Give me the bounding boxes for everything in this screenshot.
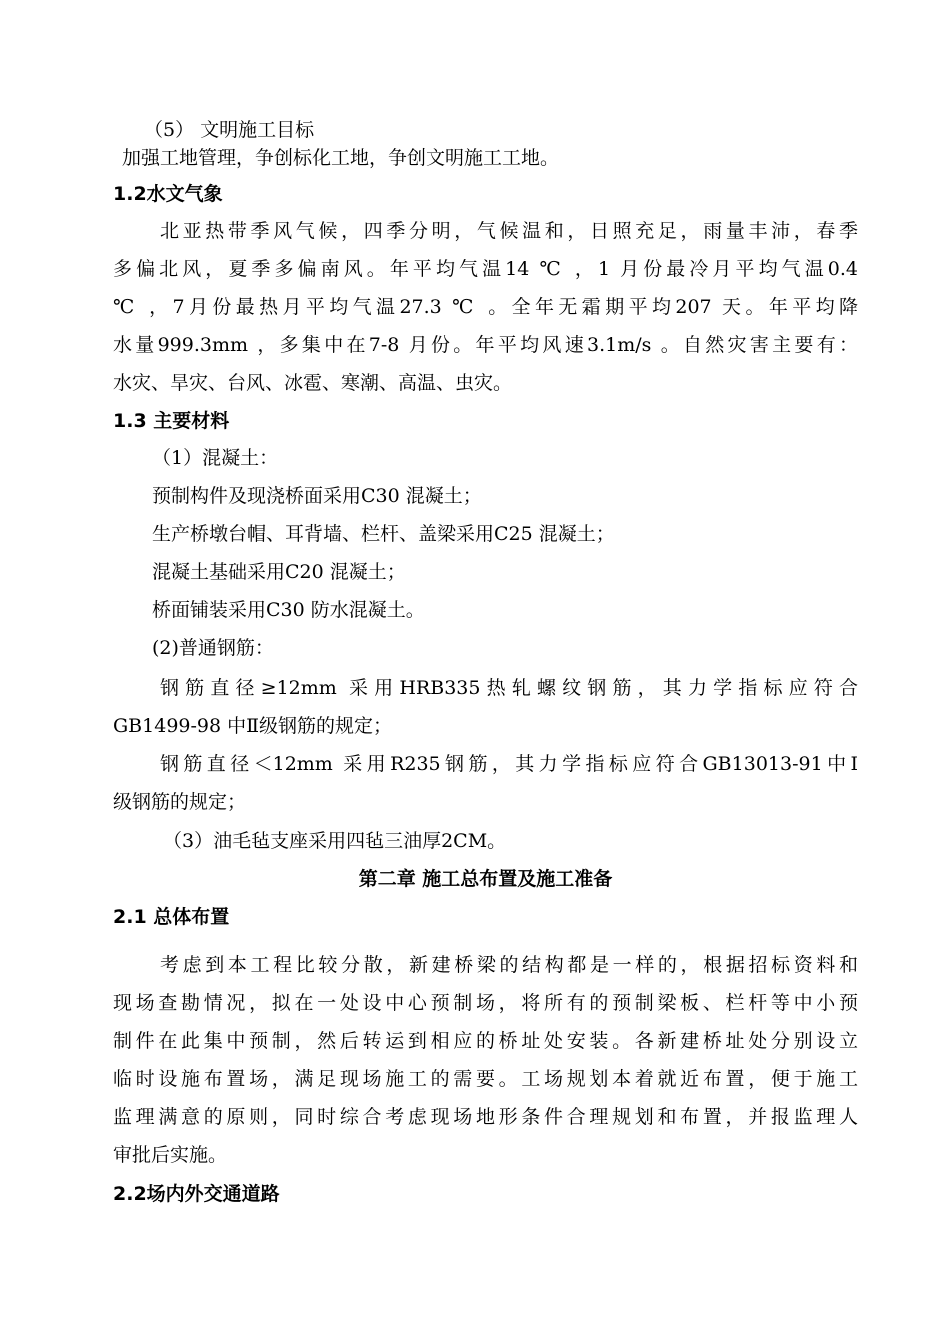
concrete-item: 桥面铺装采用C30 防水混凝土。 [152,599,425,621]
section-heading-2-1: 2.1 总体布置 [113,906,230,928]
layout-paragraph-line: 审批后实施。 [113,1144,228,1166]
section-heading-1-2: 1.2水文气象 [113,183,223,205]
hydro-paragraph-line: 多偏北风，夏季多偏南风。年平均气温14 ℃ ，1 月份最冷月平均气温0.4 [113,258,858,280]
hydro-paragraph-line: 水灾、旱灾、台风、冰雹、寒潮、高温、虫灾。 [113,372,513,394]
hydro-paragraph-line: 北亚热带季风气候，四季分明，气候温和，日照充足，雨量丰沛，春季 [160,220,858,242]
concrete-item: 预制构件及现浇桥面采用C30 混凝土； [152,485,482,507]
hydro-paragraph-line: ℃ ，7月份最热月平均气温27.3 ℃ 。全年无霜期平均207 天。年平均降 [113,296,858,318]
concrete-title: （1）混凝土： [152,447,279,469]
bearing-item: （3）油毛毡支座采用四毡三油厚2CM。 [163,830,507,852]
civil-goal-text: 加强工地管理，争创标化工地，争创文明施工工地。 [122,147,560,169]
layout-paragraph-line: 现场查勘情况，拟在一处设中心预制场，将所有的预制梁板、栏杆等中小预 [113,992,858,1014]
concrete-item: 生产桥墩台帽、耳背墙、栏杆、盖梁采用C25 混凝土； [152,523,615,545]
layout-paragraph-line: 监理满意的原则，同时综合考虑现场地形条件合理规划和布置，并报监理人 [113,1106,858,1128]
civil-goal-item: （5） 文明施工目标 [144,119,315,141]
steel-title: (2)普通钢筋： [152,637,274,659]
steel-item-line: 钢筋直径＜12mm 采用R235钢筋，其力学指标应符合GB13013-91中Ⅰ [160,753,858,775]
section-heading-2-2: 2.2场内外交通道路 [113,1183,280,1205]
layout-paragraph-line: 制件在此集中预制，然后转运到相应的桥址处安装。各新建桥址处分别设立 [113,1030,858,1052]
concrete-item: 混凝土基础采用C20 混凝土； [152,561,406,583]
chapter-heading: 第二章 施工总布置及施工准备 [358,868,613,890]
steel-item-line: 级钢筋的规定； [113,791,247,813]
layout-paragraph-line: 临时设施布置场，满足现场施工的需要。工场规划本着就近布置，便于施工 [113,1068,858,1090]
section-heading-1-3: 1.3 主要材料 [113,410,230,432]
hydro-paragraph-line: 水量999.3mm ，多集中在7-8 月份。年平均风速3.1m/s 。自然灾害主要有： [113,334,858,356]
steel-item-line: GB1499-98 中Ⅱ级钢筋的规定； [113,715,393,737]
steel-item-line: 钢筋直径≥12mm 采用HRB335热轧螺纹钢筋，其力学指标应符合 [160,677,858,699]
layout-paragraph-line: 考虑到本工程比较分散，新建桥梁的结构都是一样的，根据招标资料和 [160,954,858,976]
